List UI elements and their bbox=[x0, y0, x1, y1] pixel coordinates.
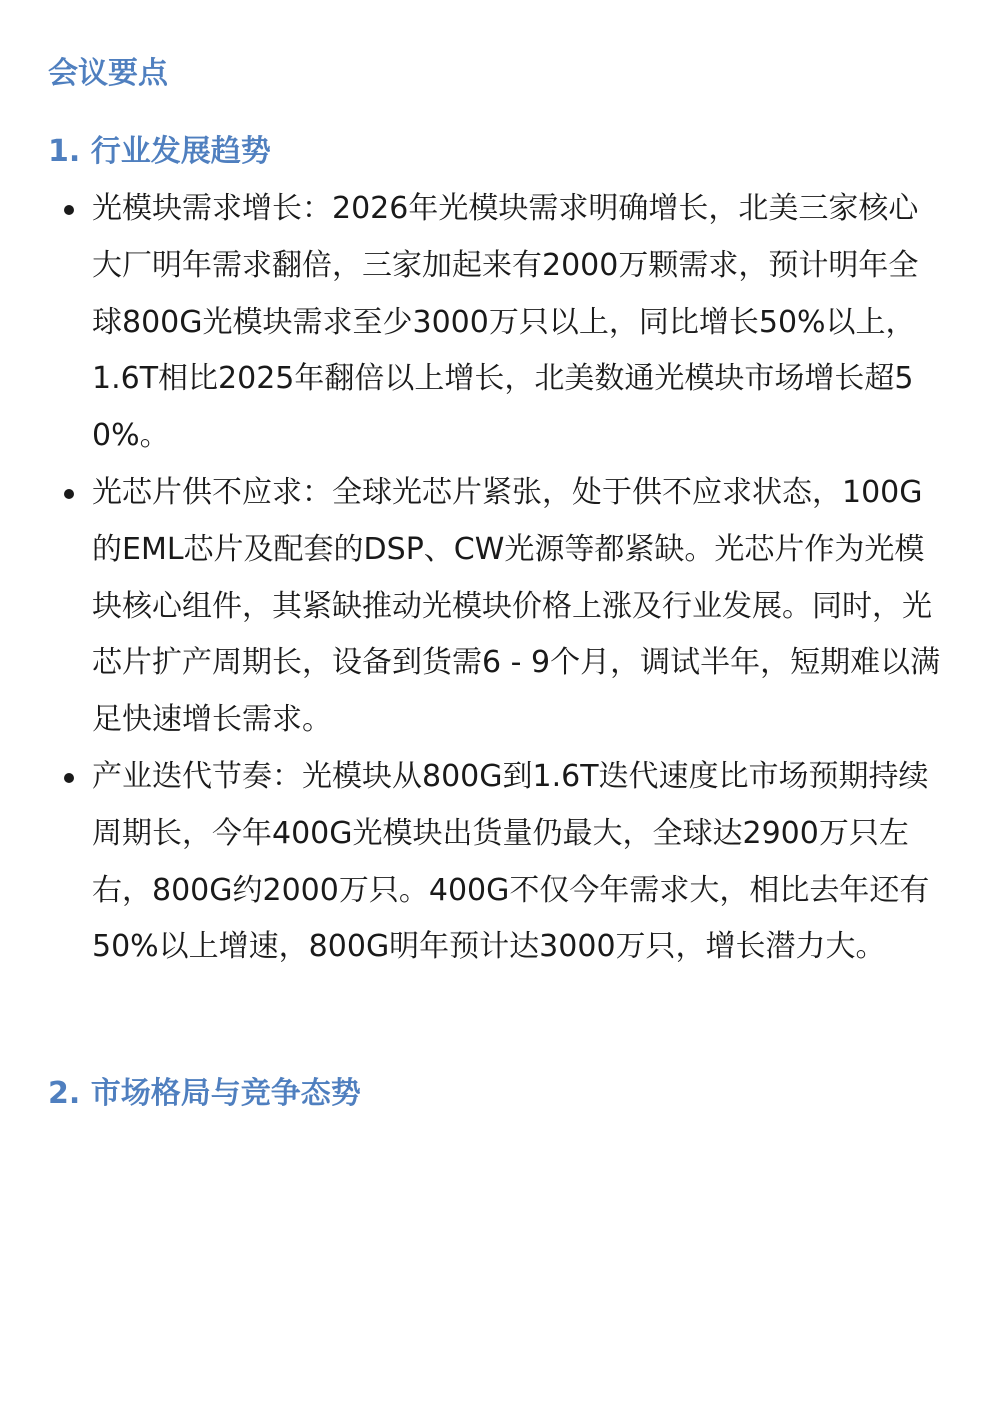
bullet-title: 光芯片供不应求： bbox=[92, 474, 332, 510]
bullet-dot-icon bbox=[64, 489, 74, 499]
bullet-dot-icon bbox=[64, 773, 74, 783]
section-heading-industry-trends: 1. 行业发展趋势 bbox=[48, 134, 271, 169]
section-heading-market-landscape: 2. 市场格局与竞争态势 bbox=[48, 1076, 361, 1111]
bullet-body: 2026年光模块需求明确增长，北美三家核心大厂明年需求翻倍，三家加起来有2000万颗需求，预计明年全球800G光模块需求至少3000万只以上，同比增长50%以上，1.6T相比2025年翻倍以上增长，北美数通光模块市场增长超50%。 bbox=[92, 191, 919, 454]
bullet-title: 光模块需求增长： bbox=[92, 191, 332, 226]
list-item bbox=[0, 749, 992, 976]
bullet-dot-icon bbox=[64, 205, 74, 215]
document-title: 会议要点 bbox=[48, 56, 168, 91]
industry-trends-list bbox=[0, 181, 992, 976]
list-item bbox=[0, 181, 992, 465]
bullet-body: 光模块从800G到1.6T迭代速度比市场预期持续周期长，今年400G光模块出货量仍最大，全球达2900万只左右，800G约2000万只。400G不仅今年需求大，相比去年还有50%以上增速，800G明年预计达3000万只，增长潜力大。 bbox=[92, 758, 930, 965]
list-item bbox=[0, 465, 992, 749]
bullet-body: 全球光芯片紧张，处于供不应求状态，100G的EML芯片及配套的DSP、CW光源等都紧缺。光芯片作为光模块核心组件，其紧缺推动光模块价格上涨及行业发展。同时，光芯片扩产周期长，设备到货需6 - 9个月，调试半年，短期难以满足快速增长需求。 bbox=[92, 474, 941, 738]
bullet-title: 产业迭代节奏： bbox=[92, 758, 302, 794]
